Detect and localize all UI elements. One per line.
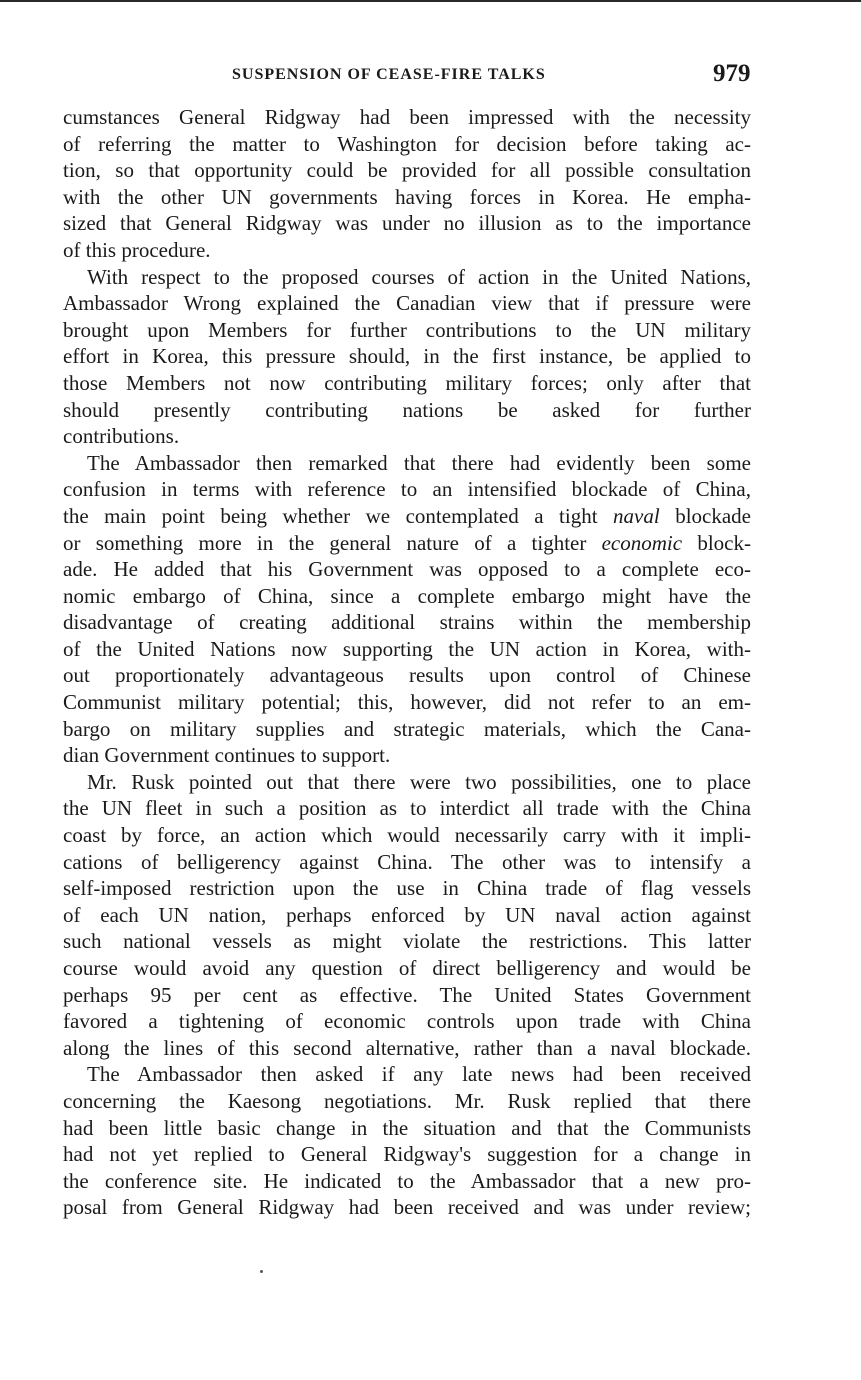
text-line: of the United Nations now supporting the UN action in Korea, with- [63,636,751,661]
emphasized-word: economic [601,530,683,555]
top-border-rule [0,0,861,2]
text-line: the conference site. He indicated to the Ambassador that a new pro- [63,1168,751,1193]
paragraph-continuation [63,104,751,264]
text-line: favored a tightening of economic controls upon trade with China [63,1009,751,1034]
text-line: effort in Korea, this pressure should, in the first instance, be applied to [63,344,751,369]
text-line: brought upon Members for further contributions to the UN military [63,317,751,342]
text-line: out proportionately advantageous results upon control of Chinese [63,663,751,688]
text-line: Mr. Rusk pointed out that there were two possibilities, one to place [87,769,751,794]
text-line: The Ambassador then asked if any late news had been received [87,1062,751,1087]
text-line: of this procedure. [63,237,211,262]
text-line: perhaps 95 per cent as effective. The United States Government [63,982,751,1007]
page-number: 979 [713,60,751,87]
text-line: ade. He added that his Government was opposed to a complete eco- [63,557,751,582]
text-line: had been little basic change in the situation and that the Communists [63,1115,751,1140]
text-line: Communist military potential; this, however, did not refer to an em- [63,690,751,715]
text-line: coast by force, an action which would necessarily carry with it impli- [63,823,751,848]
text-line: the main point being whether we contemplated a tight naval blockade [63,503,751,528]
text-line: of referring the matter to Washington for decision before taking ac- [63,131,751,156]
text-line: cumstances General Ridgway had been impressed with the necessity [63,105,751,129]
text-line: With respect to the proposed courses of action in the United Nations, [87,264,751,289]
text-line: such national vessels as might violate the restrictions. This latter [63,929,751,954]
text-line: disadvantage of creating additional strains within the membership [63,610,751,635]
text-line: along the lines of this second alternative, rather than a naval blockade. [63,1035,751,1060]
text-line: self-imposed restriction upon the use in China trade of flag vessels [63,876,751,901]
text-line: Ambassador Wrong explained the Canadian view that if pressure were [63,291,751,316]
text-line: the UN fleet in such a position as to interdict all trade with the China [63,796,751,821]
text-line: contributions. [63,424,180,449]
emphasized-word: naval [613,503,660,528]
text-line: sized that General Ridgway was under no illusion as to the importance [63,211,751,236]
stray-ink-mark [260,1270,263,1273]
text-line: concerning the Kaesong negotiations. Mr. Rusk replied that there [63,1088,751,1113]
text-line: course would avoid any question of direct belligerency and would be [63,956,751,980]
text-line: with the other UN governments having forces in Korea. He empha- [63,184,751,209]
body-text [63,104,751,1221]
text-line: or something more in the general nature of a tighter economic block- [63,530,751,555]
paragraph-rusk-possibilities [63,769,751,1062]
text-line: dian Government continues to support. [63,743,391,768]
text-line: tion, so that opportunity could be provided for all possible consultation [63,158,751,183]
paragraph-blockade [63,450,751,769]
text-line: confusion in terms with reference to an intensified blockade of China, [63,477,751,502]
paragraph-un-courses [63,264,751,450]
paragraph-kaesong [63,1061,751,1221]
text-line: cations of belligerency against China. The other was to intensify a [63,849,751,874]
text-line: posal from General Ridgway had been received and was under review; [63,1195,751,1220]
text-line: those Members not now contributing military forces; only after that [63,370,751,395]
text-line: should presently contributing nations be asked for further [63,397,751,422]
text-line: bargo on military supplies and strategic materials, which the Cana- [63,716,751,741]
running-title: SUSPENSION OF CEASE-FIRE TALKS [232,66,546,83]
text-line: had not yet replied to General Ridgway's suggestion for a change in [63,1142,751,1167]
text-line: nomic embargo of China, since a complete embargo might have the [63,583,751,608]
text-line: of each UN nation, perhaps enforced by UN naval action against [63,902,751,927]
running-header [0,60,861,92]
text-line: The Ambassador then remarked that there had evidently been some [87,450,751,475]
